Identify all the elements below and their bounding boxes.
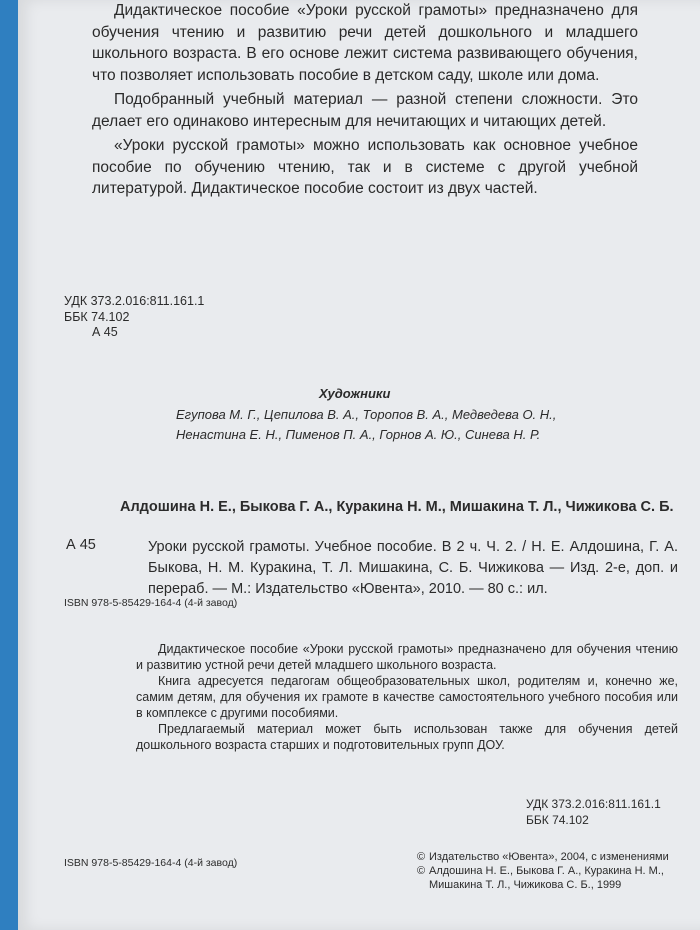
copyright-symbol-2: © — [417, 865, 426, 877]
artists-line-1: Егупова М. Г., Цепилова В. А., Торопов В. А., Медведева О. Н., — [176, 407, 557, 422]
copyright-block — [417, 850, 687, 892]
intro-paragraph-3: «Уроки русской грамоты» можно использовать как основное учебное пособие по обучению чтению, так и в системе с другой учебной литературой. Дидактическое пособие состоит из двух частей. — [92, 137, 638, 197]
author-mark: А 45 — [92, 325, 118, 339]
udk-code: УДК 373.2.016:811.161.1 — [64, 294, 205, 308]
annotation — [136, 641, 678, 753]
annotation-paragraph-1: Дидактическое пособие «Уроки русской грамоты» предназначено для обучения чтению и развитию устной речи детей младшего школьного возраста. — [136, 642, 678, 672]
intro-paragraph-2: Подобранный учебный материал — разной степени сложности. Это делает его одинаково интересным для нечитающих и читающих детей. — [92, 91, 638, 130]
bbk-code-bottom: ББК 74.102 — [526, 812, 589, 827]
artists-list — [176, 405, 636, 445]
intro-text — [92, 0, 638, 200]
classification-codes-bottom — [526, 797, 661, 828]
bbk-code: ББК 74.102 — [64, 309, 130, 324]
isbn-top: ISBN 978-5-85429-164-4 (4-й завод) — [64, 597, 238, 609]
intro-paragraph-1: Дидактическое пособие «Уроки русской грамоты» предназначено для обучения чтению и развитию речи детей дошкольного и младшего школьного возраста. В его основе лежит система развивающего обучения, что позволяет использовать пособие в детском саду, школе или дома. — [92, 2, 638, 84]
copyright-line-1: © Издательство «Ювента», 2004, с изменениями — [417, 851, 669, 863]
artists-heading: Художники — [319, 386, 391, 401]
artists-line-2: Ненастина Е. Н., Пименов П. А., Горнов А. Ю., Синева Н. Р. — [176, 427, 541, 442]
udk-code-bottom: УДК 373.2.016:811.161.1 — [526, 797, 661, 811]
bibliographic-reference: Уроки русской грамоты. Учебное пособие. В 2 ч. Ч. 2. / Н. Е. Алдошина, Г. А. Быкова, Н. М. Куракина, Т. Л. Мишакина, С. Б. Чижикова — Изд. 2-е, доп. и перераб. — М.: Издательство «Ювента», 2010. — 80 с.: ил. — [148, 539, 678, 597]
annotation-paragraph-3: Предлагаемый материал может быть использован также для обучения детей дошкольного возраста старших и подготовительных групп ДОУ. — [136, 722, 678, 752]
annotation-paragraph-2: Книга адресуется педагогам общеобразовательных школ, родителям и, конечно же, самим детям, для обучения их грамоте в качестве самостоятельного учебного пособия или в комплексе с другими пособиями. — [136, 674, 678, 720]
copyright-line-3: Мишакина Т. Л., Чижикова С. Б., 1999 — [429, 879, 622, 891]
authors-heading: Алдошина Н. Е., Быкова Г. А., Куракина Н. М., Мишакина Т. Л., Чижикова С. Б. — [120, 499, 674, 515]
copyright-line-2: © Алдошина Н. Е., Быкова Г. А., Куракина Н. М., — [417, 865, 664, 877]
classification-codes-top — [64, 294, 204, 341]
book-page — [18, 0, 700, 930]
copyright-symbol-1: © — [417, 851, 426, 863]
isbn-bottom: ISBN 978-5-85429-164-4 (4-й завод) — [64, 857, 238, 869]
reference-code: А 45 — [66, 537, 96, 553]
